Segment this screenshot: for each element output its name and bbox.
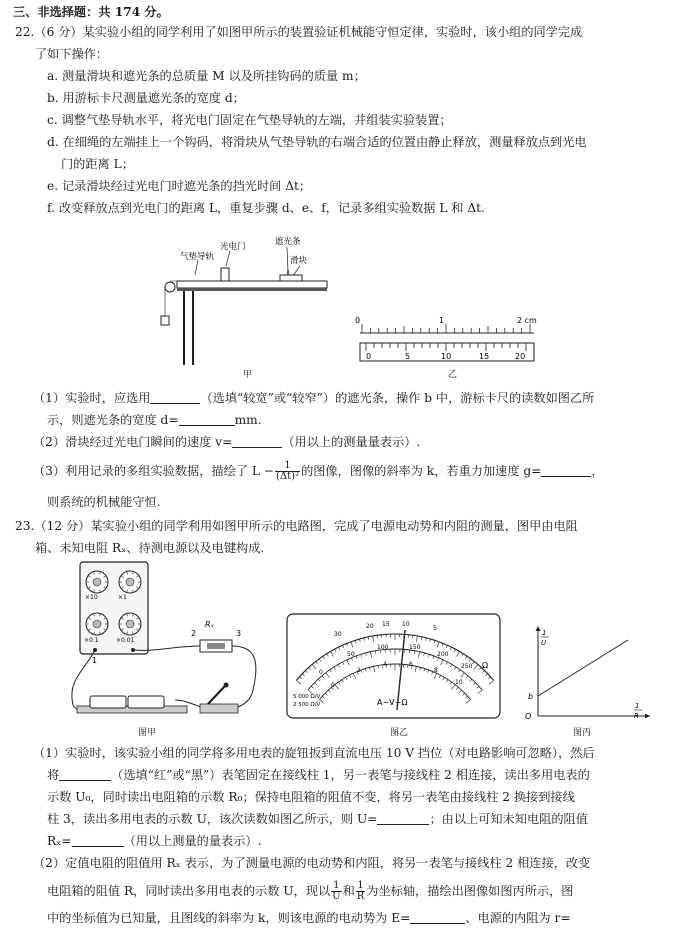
- blank-gravity-g[interactable]: [541, 463, 591, 477]
- q22-p1-line1: （1）实验时，应选用 （选填“较宽”或“较窄”）的遮光条，操作 b 中，游标卡尺的读数如图乙所: [33, 391, 595, 405]
- x-axis-num: 1: [635, 702, 640, 710]
- meter-low-2: 2: [357, 667, 361, 674]
- vernier-tick-0: 0: [366, 352, 372, 361]
- x-axis-den: R: [634, 712, 639, 720]
- dial-label-x0.1: ×0.1: [84, 637, 99, 644]
- rx-label: Rₓ: [205, 620, 215, 629]
- air-track-figure: [150, 230, 340, 370]
- q22-step-a: a. 测量滑块和遮光条的总质量 M 以及所挂钩码的质量 m；: [47, 69, 366, 83]
- intercept-b: b: [528, 692, 534, 701]
- y-axis-den: U: [541, 639, 547, 647]
- resistance-dial-knob: [93, 620, 101, 628]
- q22-step-d-line2: 门的距离 L；: [61, 157, 134, 171]
- switch-lever: [208, 686, 225, 704]
- fraction-1-over-dt2: $\frac{1}{\text{(Δt)²}}$: [276, 460, 300, 482]
- meter-scale-5: 5: [433, 625, 437, 632]
- battery-cell-1: [90, 696, 126, 708]
- q22-stem-line1: 22.（6 分）某实验小组的同学利用了如图甲所示的装置验证机械能守恒定律，实验时，该小组的同学完成: [15, 25, 583, 39]
- fig23-bing-caption: 图丙: [573, 728, 592, 738]
- battery-cell-2: [128, 696, 164, 708]
- q22-step-c: c. 调整气垫导轨水平，将光电门固定在气垫导轨的左端，并组装实验装置；: [47, 113, 452, 127]
- section-header: 三、非选择题：共 174 分。: [13, 5, 169, 19]
- hanging-weight: [161, 316, 169, 325]
- vernier-tick-10: 10: [441, 352, 452, 361]
- slider-block: [280, 275, 302, 281]
- terminal-3: 3: [236, 629, 242, 638]
- blank-emf-e[interactable]: [410, 910, 465, 924]
- q22-stem-line2: 了如下操作：: [35, 47, 109, 61]
- resistance-dial-knob: [126, 578, 134, 586]
- terminal-2: 2: [191, 629, 197, 638]
- meter-mid-0: 0: [319, 669, 323, 676]
- multimeter-dial-figure: [285, 612, 503, 722]
- meter-note-2500: 2 500 Ω/V: [293, 702, 321, 708]
- resistance-dial-knob: [93, 578, 101, 586]
- fraction-1-over-u: $\frac{1}{U}$: [332, 880, 341, 902]
- photogate: [221, 268, 229, 281]
- meter-scale-15: 15: [382, 621, 390, 628]
- main-tick-1: 1: [439, 316, 445, 325]
- pulley: [165, 282, 175, 292]
- blank-velocity[interactable]: [232, 434, 282, 448]
- q23-p2-line3: 中的坐标值为已知量，且图线的斜率为 k，则该电源的电动势为 E= 、电源的内阻为 r=: [47, 911, 571, 925]
- meter-ohm-symbol: Ω: [482, 661, 489, 670]
- fig23-yi-caption: 图乙: [390, 728, 409, 738]
- air-track-base: [177, 288, 327, 291]
- q22-step-f: f. 改变释放点到光电门的距离 L，重复步骤 d、e、f，记录多组实验数据 L 和 Δt.: [47, 201, 485, 215]
- meter-scale-10: 10: [402, 621, 410, 628]
- meter-low-8: 8: [434, 667, 438, 674]
- resistance-dial-knob: [126, 620, 134, 628]
- blank-rx[interactable]: [72, 833, 124, 847]
- graph-line: [538, 640, 628, 696]
- q22-step-b: b. 用游标卡尺测量遮光条的宽度 d；: [47, 91, 245, 105]
- q23-p1-line3: 示数 U₀，同时读出电阻箱的示数 R₀；保持电阻箱的阻值不变，将另一表笔由接线柱 2 换接到接线: [47, 790, 575, 804]
- q22-step-d-line1: d. 在细绳的左端挂上一个钩码，将滑块从气垫导轨的右端合适的位置由静止释放，测量释放点到光电: [47, 135, 587, 149]
- vernier-tick-20: 20: [515, 352, 526, 361]
- linear-graph-figure: [520, 622, 655, 722]
- q23-stem-line2: 箱、未知电阻 Rₓ、待测电源以及电键构成.: [35, 541, 265, 555]
- label-photogate: 光电门: [220, 242, 246, 252]
- vernier-caliper-figure: [352, 312, 542, 368]
- meter-mid-200: 200: [437, 651, 449, 658]
- meter-mid-100: 100: [377, 644, 389, 651]
- air-track-rail: [177, 281, 327, 288]
- blank-probe-color[interactable]: [59, 767, 111, 781]
- q23-p1-line2: 将 （选填“红”或“黑”）表笔固定在接线柱 1，另一表笔与接线柱 2 相连接，读出多用电表的: [47, 768, 590, 782]
- dial-label-x1: ×1: [118, 594, 127, 601]
- main-tick-2cm: 2 cm: [517, 316, 537, 325]
- fraction-1-over-r: $\frac{1}{R}$: [356, 880, 365, 902]
- q23-p2-line1: （2）定值电阻的阻值用 Rₓ 表示，为了测量电源的电动势和内阻，将另一表笔与接线柱 2 相连接，改变: [33, 856, 591, 870]
- label-shade-strip: 遮光条: [275, 237, 301, 247]
- label-slider: 滑块: [290, 256, 308, 266]
- meter-note-5000: 5 000 Ω/V: [293, 694, 321, 700]
- q22-p3-line2: 则系统的机械能守恒.: [47, 495, 161, 509]
- meter-mid-50: 50: [347, 651, 355, 658]
- origin-o: O: [525, 712, 532, 721]
- q23-p1-line1: （1）实验时，该实验小组的同学将多用电表的旋钮扳到直流电压 10 V 挡位（对电路影响可忽略），然后: [33, 746, 595, 760]
- fig-jia-caption: 甲: [243, 370, 253, 380]
- meter-scale-20: 20: [366, 623, 374, 630]
- meter-low-0: 0: [331, 682, 335, 689]
- q23-p1-line5: Rₓ= （用以上测量的量表示）.: [47, 834, 262, 848]
- switch-base: [200, 704, 238, 713]
- fig23-jia-caption: 图甲: [138, 728, 157, 738]
- blank-strip-choice[interactable]: [150, 390, 200, 404]
- vernier-tick-15: 15: [479, 352, 490, 361]
- q23-stem-line1: 23.（12 分）某实验小组的同学利用如图甲所示的电路图，完成了电源电动势和内阻的测量，图甲由电阻: [15, 519, 578, 533]
- terminal-1: 1: [92, 656, 98, 665]
- q23-p1-line4: 柱 3，读出多用电表的示数 U，该次读数如图乙所示，则 U= ；由以上可知未知电阻的阻值: [47, 812, 588, 826]
- fig-yi-caption: 乙: [448, 370, 458, 380]
- meter-mid-label: A−V−Ω: [377, 698, 408, 707]
- meter-mid-250: 250: [461, 663, 473, 670]
- q22-step-e: e. 记录滑块经过光电门时遮光条的挡光时间 Δt；: [47, 179, 312, 193]
- q22-p1-line2: 示，则遮光条的宽度 d= mm.: [47, 413, 262, 427]
- meter-low-4: 4: [383, 661, 387, 668]
- q23-p2-line2: 电阻箱的阻值 R，同时读出多用电表的示数 U，现以 $\frac{1}{U}$ 和 $\frac{1}{R}$ 为坐标轴，描绘出图像如图丙所示，图: [47, 880, 574, 902]
- q22-p2: （2）滑块经过光电门瞬间的速度 v= （用以上的测量量表示）.: [33, 435, 421, 449]
- label-air-rail: 气垫导轨: [180, 252, 215, 262]
- vernier-tick-5: 5: [405, 352, 411, 361]
- meter-low-6: 6: [409, 661, 413, 668]
- blank-width-d[interactable]: [179, 412, 235, 426]
- circuit-figure: [55, 560, 280, 725]
- dial-label-x10: ×10: [85, 594, 98, 601]
- q22-p3-line1: （3）利用记录的多组实验数据，描绘了 L − $\frac{1}{\text{(Δt)²}}$ 的图像，图像的斜率为 k，若重力加速度 g= ，: [33, 460, 604, 482]
- unknown-resistor-core: [207, 643, 225, 649]
- meter-low-10: 10: [455, 679, 463, 686]
- y-axis-num: 1: [542, 629, 547, 637]
- blank-voltage-u[interactable]: [377, 811, 429, 825]
- main-tick-0: 0: [355, 316, 361, 325]
- meter-scale-30: 30: [334, 631, 342, 638]
- dial-label-x0.01: ×0.01: [116, 637, 135, 644]
- meter-mid-150: 150: [409, 644, 421, 651]
